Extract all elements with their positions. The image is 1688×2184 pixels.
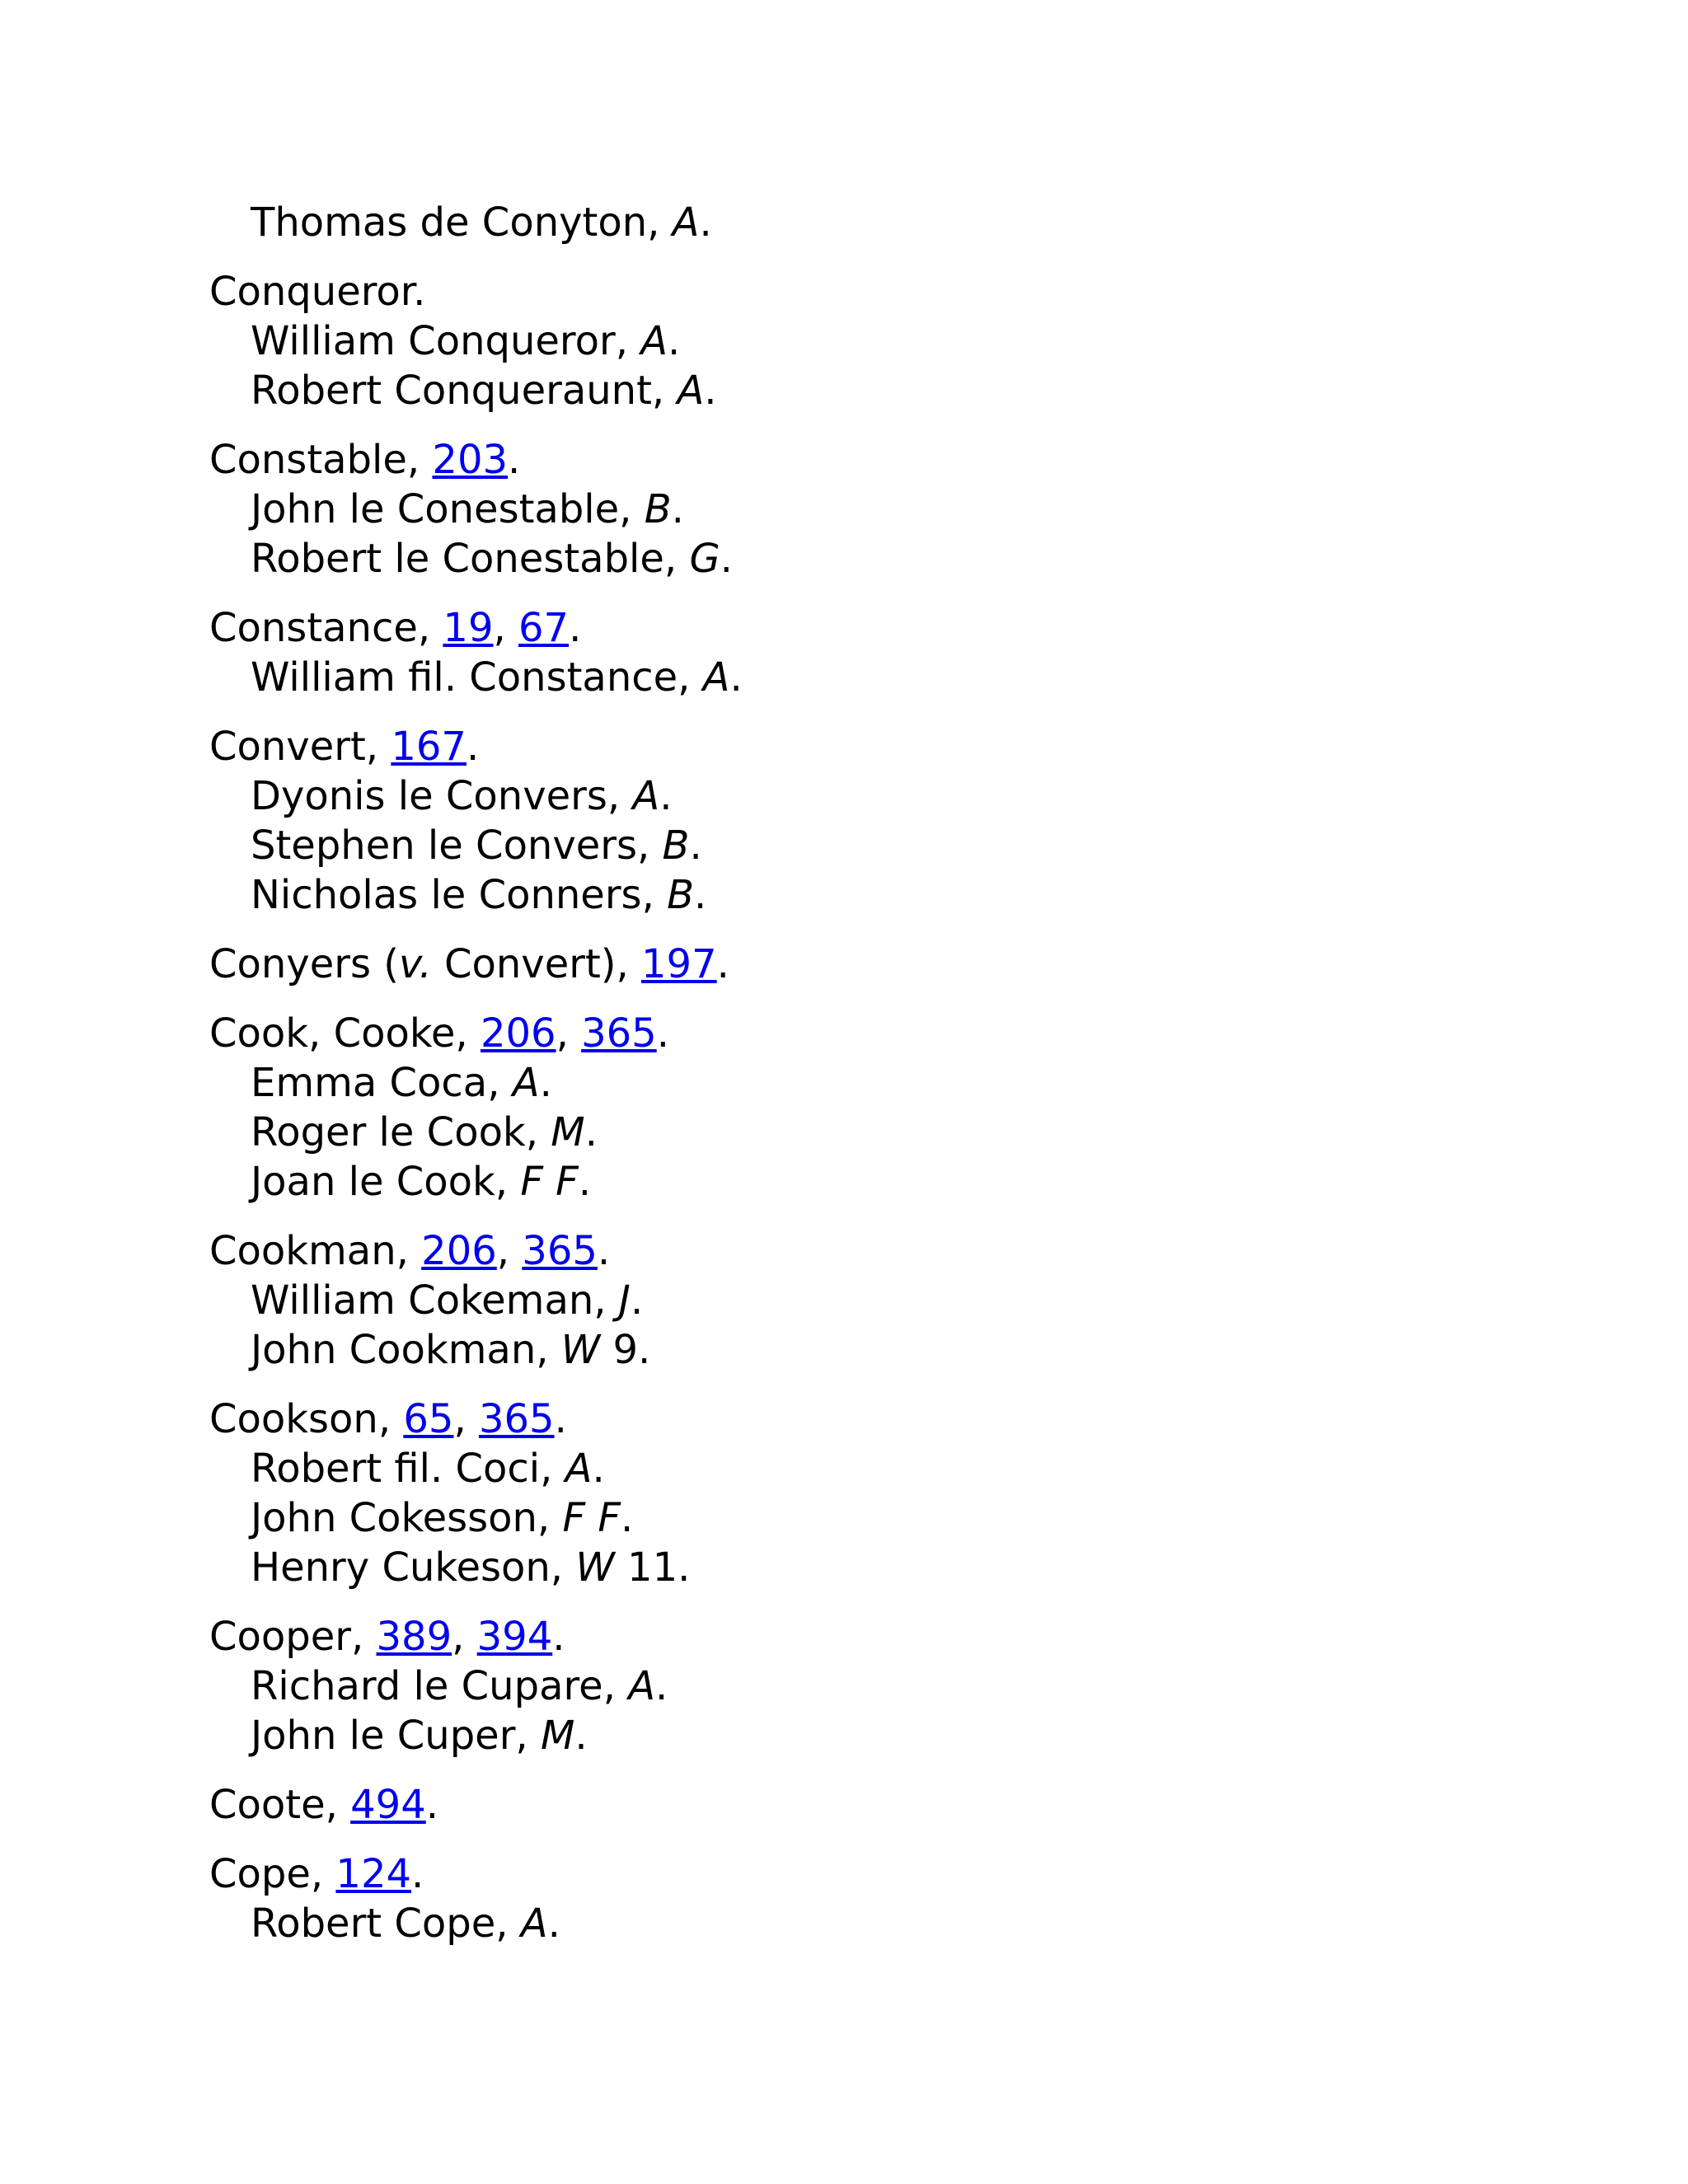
source-abbrev: G xyxy=(689,536,720,582)
person-line: William fil. Constance, A. xyxy=(251,654,743,701)
person-line: Robert le Conestable, G. xyxy=(251,536,733,582)
person-name: John Cokesson, xyxy=(251,1495,563,1541)
person-line: Stephen le Convers, B. xyxy=(251,823,702,869)
source-number: 9 xyxy=(600,1327,639,1373)
page-ref-link[interactable]: 394 xyxy=(476,1614,553,1660)
source-abbrev: A xyxy=(565,1446,593,1492)
page-ref-link[interactable]: 365 xyxy=(522,1228,598,1274)
person-line: Robert Conqueraunt, A. xyxy=(251,368,717,414)
person-name: Robert Conqueraunt, xyxy=(251,368,678,414)
person-name: Thomas de Conyton, xyxy=(251,199,673,246)
person-line: Dyonis le Convers, A. xyxy=(251,773,673,819)
entry-head: Cooper, 389, 394. xyxy=(209,1614,565,1660)
surname: Cooper, xyxy=(209,1614,377,1660)
source-abbrev: W xyxy=(560,1327,601,1373)
page-ref-link[interactable]: 19 xyxy=(443,605,494,651)
source-abbrev: A xyxy=(520,1900,548,1947)
page-ref-link[interactable]: 365 xyxy=(478,1396,555,1442)
person-line: Robert Cope, A. xyxy=(251,1900,560,1947)
page-ref-link[interactable]: 389 xyxy=(376,1614,452,1660)
index-entry-constable xyxy=(209,435,1688,583)
entry-head: Constable, 203. xyxy=(209,437,521,483)
entry-head: Convert, 167. xyxy=(209,724,480,770)
person-line: Emma Coca, A. xyxy=(251,1060,552,1106)
surname: Constable, xyxy=(209,437,433,483)
source-abbrev: A xyxy=(640,318,668,364)
person-line: John le Cuper, M. xyxy=(251,1713,588,1759)
source-abbrev: B xyxy=(662,823,690,869)
index-entry-convert xyxy=(209,722,1688,920)
entry-head: Cook, Cooke, 206, 365. xyxy=(209,1010,669,1057)
entry-head: Cookman, 206, 365. xyxy=(209,1228,611,1274)
person-name: William Conqueror, xyxy=(251,318,641,364)
person-name: Richard le Cupare, xyxy=(251,1663,629,1709)
index-entry-continuation xyxy=(209,198,1688,247)
person-name: William Cokeman, xyxy=(251,1277,619,1324)
page-ref-link[interactable]: 206 xyxy=(480,1010,556,1057)
person-name: Stephen le Convers, xyxy=(251,823,663,869)
person-name: Joan le Cook, xyxy=(251,1159,521,1205)
index-entry-cook xyxy=(209,1009,1688,1207)
source-abbrev: A xyxy=(632,773,660,819)
person-line: Thomas de Conyton, A. xyxy=(251,199,712,246)
entry-head: Coote, 494. xyxy=(209,1782,439,1828)
surname: Constance, xyxy=(209,605,443,651)
source-abbrev: M xyxy=(551,1109,585,1155)
person-line: Roger le Cook, M. xyxy=(251,1109,598,1155)
page-ref-link[interactable]: 365 xyxy=(581,1010,657,1057)
source-abbrev: J xyxy=(618,1277,631,1324)
page-ref-link[interactable]: 197 xyxy=(641,941,717,987)
source-abbrev: B xyxy=(644,486,672,532)
entry-head xyxy=(209,267,1688,316)
source-abbrev: F F xyxy=(520,1159,579,1205)
source-abbrev: A xyxy=(512,1060,540,1106)
surname: Cope, xyxy=(209,1851,336,1897)
entry-head: Conyers (v. Convert), 197. xyxy=(209,941,729,987)
index-entry-cope xyxy=(209,1849,1688,1948)
source-abbrev: B xyxy=(667,872,695,918)
index-entry-cooper xyxy=(209,1612,1688,1760)
index-entry-constance xyxy=(209,603,1688,702)
person-line: Robert fil. Coci, A. xyxy=(251,1446,605,1492)
surname: Cook, Cooke, xyxy=(209,1010,481,1057)
person-line: John Cookman, W 9. xyxy=(251,1327,651,1373)
entry-head: Constance, 19, 67. xyxy=(209,605,582,651)
source-abbrev: A xyxy=(672,199,700,246)
person-name: Nicholas le Conners, xyxy=(251,872,668,918)
person-line: Richard le Cupare, A. xyxy=(251,1663,668,1709)
person-line: Joan le Cook, F F. xyxy=(251,1159,592,1205)
page-ref-link[interactable]: 67 xyxy=(518,605,570,651)
surname: Cookman, xyxy=(209,1228,422,1274)
entry-head: Cope, 124. xyxy=(209,1851,424,1897)
source-number: 11 xyxy=(614,1544,678,1591)
source-abbrev: A xyxy=(677,368,705,414)
surname: Coote, xyxy=(209,1782,351,1828)
person-name: Emma Coca, xyxy=(251,1060,513,1106)
surname: Convert, xyxy=(209,724,392,770)
person-name: Robert le Conestable, xyxy=(251,536,690,582)
source-abbrev: W xyxy=(575,1544,615,1591)
index-entry-conqueror xyxy=(209,267,1688,415)
surname: Conyers ( xyxy=(209,941,399,987)
see-abbrev: v. xyxy=(398,941,432,987)
index-entry-conyers xyxy=(209,940,1688,989)
person-name: Robert fil. Coci, xyxy=(251,1446,565,1492)
source-abbrev: M xyxy=(540,1713,575,1759)
person-name: Henry Cukeson, xyxy=(251,1544,576,1591)
index-entry-coote xyxy=(209,1780,1688,1830)
person-name: William fil. Constance, xyxy=(251,654,703,701)
index-entry-cookson xyxy=(209,1394,1688,1592)
page-ref-link[interactable]: 206 xyxy=(421,1228,497,1274)
index-entry-cookman xyxy=(209,1226,1688,1375)
person-name: Dyonis le Convers, xyxy=(251,773,633,819)
person-name: Roger le Cook, xyxy=(251,1109,551,1155)
person-line: Nicholas le Conners, B. xyxy=(251,872,707,918)
person-line: John le Conestable, B. xyxy=(251,486,684,532)
surname: Cookson, xyxy=(209,1396,404,1442)
person-line: William Conqueror, A. xyxy=(251,318,681,364)
person-line: John Cokesson, F F. xyxy=(251,1495,634,1541)
source-abbrev: A xyxy=(702,654,730,701)
person-name: John Cookman, xyxy=(251,1327,561,1373)
person-line: Henry Cukeson, W 11. xyxy=(251,1544,691,1591)
surname: Conqueror. xyxy=(209,269,426,315)
entry-head: Cookson, 65, 365. xyxy=(209,1396,567,1442)
source-abbrev: F F xyxy=(562,1495,621,1541)
page-ref-link[interactable]: 203 xyxy=(432,437,509,483)
person-name: Robert Cope, xyxy=(251,1900,521,1947)
person-line: William Cokeman, J. xyxy=(251,1277,644,1324)
page-ref-link[interactable]: 65 xyxy=(403,1396,454,1442)
person-name: John le Conestable, xyxy=(251,486,645,532)
page-ref-link[interactable]: 167 xyxy=(391,724,467,770)
source-abbrev: A xyxy=(628,1663,656,1709)
page-ref-link[interactable]: 494 xyxy=(350,1782,426,1828)
cross-reference: Convert), xyxy=(431,941,642,987)
page-ref-link[interactable]: 124 xyxy=(335,1851,412,1897)
person-name: John le Cuper, xyxy=(251,1713,541,1759)
